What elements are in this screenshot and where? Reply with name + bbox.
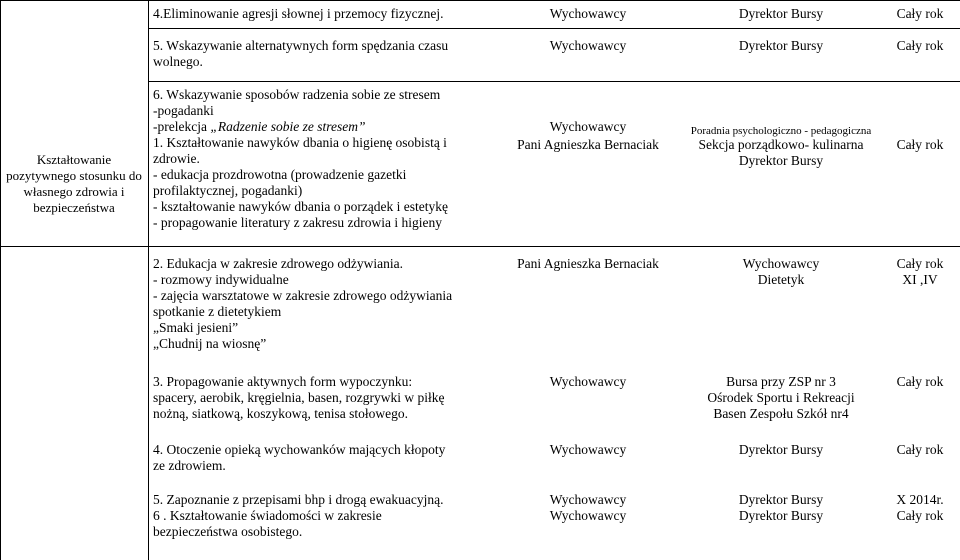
row-3-responsible-2: Pani Agnieszka Bernaciak [517,137,659,152]
row-1-responsible: Wychowawcy [549,6,627,21]
row-1-partner: Dyrektor Bursy [738,6,824,21]
row-2-task: 5. Wskazywanie alternatywnych form spędzania czasu wolnego. [153,38,449,69]
row-3-task-lecture-title: „Radzenie sobie ze stresem” [210,119,366,134]
row-divider-1 [148,28,960,29]
row-2-partner: Dyrektor Bursy [738,38,824,53]
row-7-partner: Dyrektor Bursy Dyrektor Bursy [738,492,824,523]
row-5-term: Cały rok [896,374,944,389]
row-7-term: X 2014r. Cały rok [896,492,944,523]
row-4-partner: Wychowawcy Dietetyk [742,256,820,287]
row-2-responsible: Wychowawcy [549,38,627,53]
row-7-task: 5. Zapoznanie z przepisami bhp i drogą ewakuacyjną. 6 . Kształtowanie świadomości w zakresie bezpieczeństwa osobistego. [153,492,444,539]
row-3-task-prefix: -prelekcja [153,119,211,134]
row-4-term: Cały rok XI ,IV [896,256,944,287]
row-divider-2 [148,81,960,82]
column-divider-area [148,0,149,560]
row-4-responsible: Pani Agnieszka Bernaciak [517,256,659,271]
table-border-left [0,0,1,560]
row-3-responsible-1: Wychowawcy [549,119,627,134]
row-6-partner: Dyrektor Bursy [738,442,824,457]
row-5-responsible: Wychowawcy [549,374,627,389]
row-6-responsible: Wychowawcy [549,442,627,457]
row-1-term: Cały rok [896,6,944,21]
row-2-term: Cały rok [896,38,944,53]
row-5-partner: Bursa przy ZSP nr 3 Ośrodek Sportu i Rekreacji Basen Zespołu Szkół nr4 [707,374,855,421]
row-5-task: 3. Propagowanie aktywnych form wypoczynku: spacery, aerobik, kręgielnia, basen, rozgrywki w piłkę nożną, siatkową, koszykową, tenisa stołowego. [153,374,445,421]
table-border-top [0,0,960,1]
row-1-task: 4.Eliminowanie agresji słownej i przemocy fizycznej. [153,6,444,21]
row-4-task: 2. Edukacja w zakresie zdrowego odżywiania. - rozmowy indywidualne - zajęcia warsztatowe w zakresie zdrowego odżywiania spotkanie z dietetykiem „Smaki jesieni” „Chudnij na wiosnę” [153,256,453,351]
row-6-task: 4. Otoczenie opieką wychowanków mających kłopoty ze zdrowiem. [153,442,446,473]
row-7-responsible: Wychowawcy Wychowawcy [549,492,627,523]
row-3-task-part-a: 6. Wskazywanie sposobów radzenia sobie ze stresem -pogadanki [153,87,441,118]
row-3-task-part-b [153,119,493,135]
row-divider-3 [0,246,960,247]
row-6-term: Cały rok [896,442,944,457]
area-label: Kształtowanie pozytywnego stosunku do własnego zdrowia i bezpieczeństwa [6,152,142,215]
row-3-partner-counseling: Poradnia psychologiczno - pedagogiczna [690,125,872,137]
row-3-task [153,87,493,231]
row-3-task-part-c: 1. Kształtowanie nawyków dbania o higienę osobistą i zdrowie. - edukacja prozdrowotna (prowadzenie gazetki profilaktycznej, pogadanki) - kształtowanie nawyków dbania o porządek i estetykę - propagowanie literatury z zakresu zdrowia i higieny [153,135,449,230]
row-3-term: Cały rok [896,137,944,152]
row-3-partner: Sekcja porządkowo- kulinarna Dyrektor Bursy [698,137,864,168]
